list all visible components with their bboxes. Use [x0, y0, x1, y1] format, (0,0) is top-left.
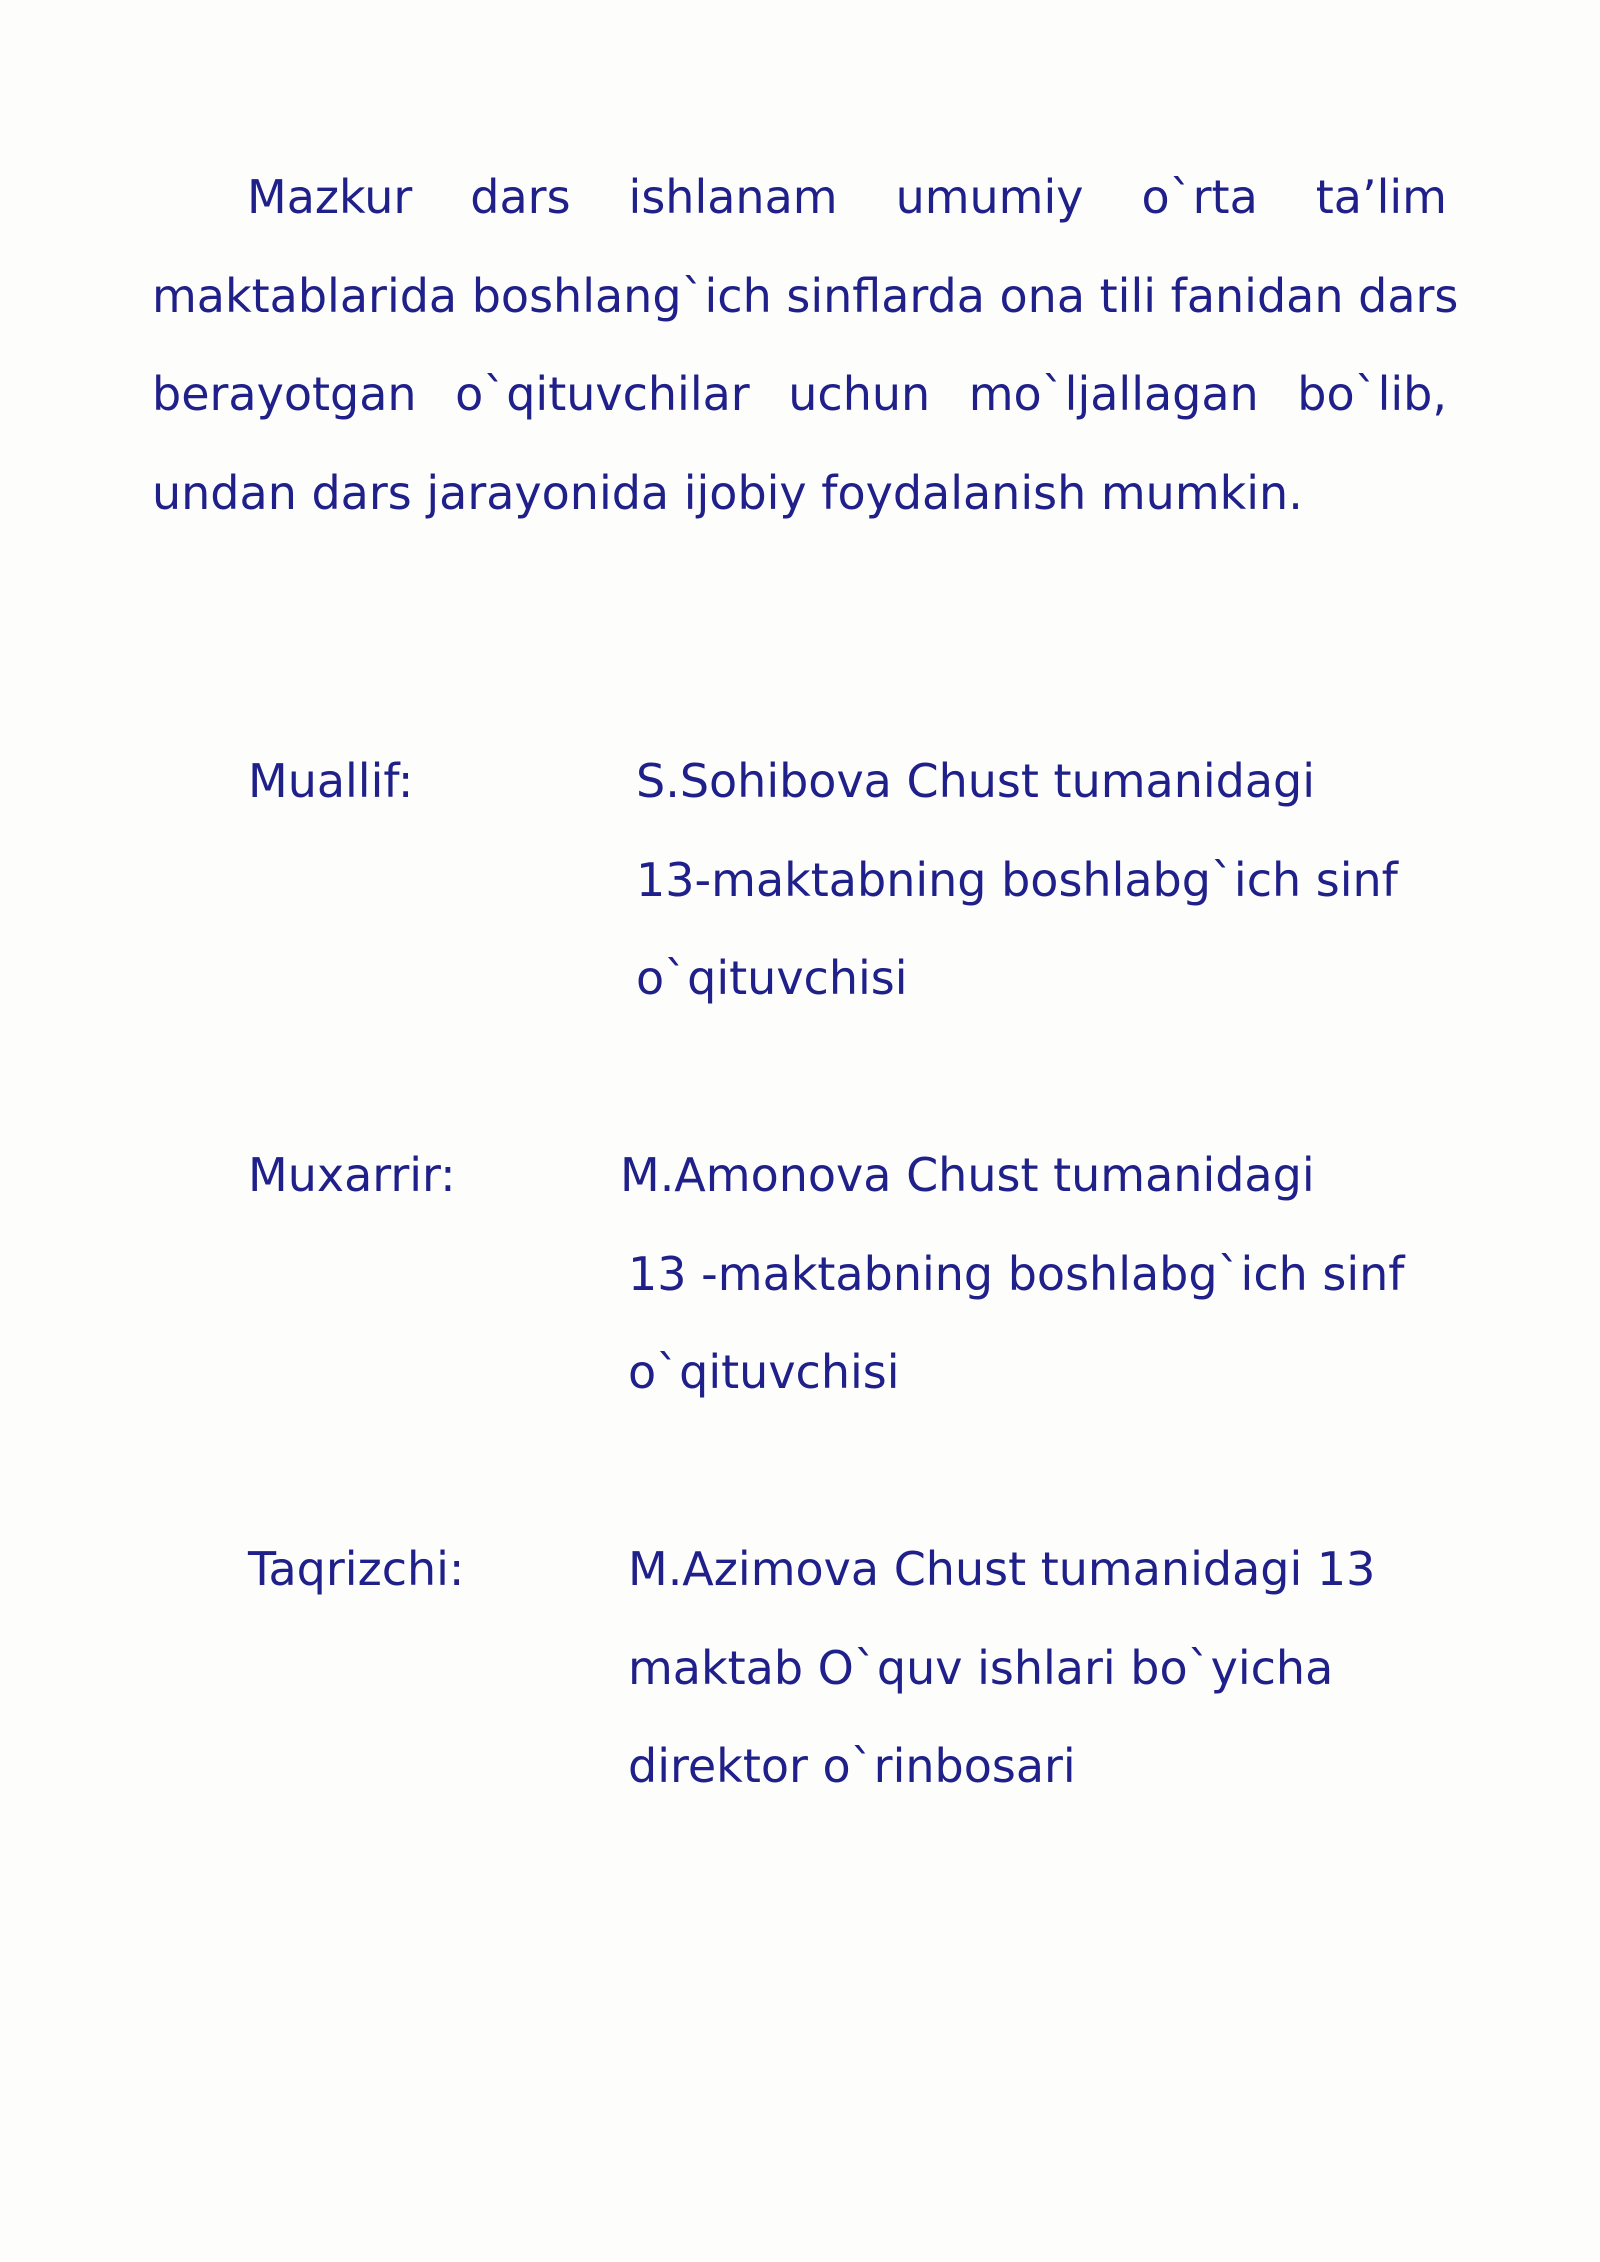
intro-word: ishlanam	[628, 170, 838, 224]
intro-line-3	[152, 345, 1447, 444]
editor-detail-line: M.Amonova Chust tumanidagi	[620, 1148, 1315, 1202]
intro-line-1	[152, 148, 1447, 247]
intro-line-4: undan dars jarayonida ijobiy foydalanish mumkin.	[152, 465, 1303, 520]
editor-details	[620, 1126, 1405, 1422]
intro-word: Mazkur	[247, 170, 413, 224]
intro-word: ta’lim	[1315, 170, 1447, 224]
intro-word: o`qituvchilar	[455, 367, 750, 421]
author-details	[636, 732, 1398, 1028]
intro-word: mo`ljallagan	[968, 367, 1259, 421]
author-detail-line: o`qituvchisi	[636, 951, 908, 1005]
reviewer-detail-line: direktor o`rinbosari	[628, 1739, 1076, 1793]
author-detail-line: 13-maktabning boshlabg`ich sinf	[636, 852, 1398, 907]
intro-word: o`rta	[1141, 170, 1258, 224]
reviewer-detail-line: M.Azimova Chust tumanidagi 13	[628, 1542, 1376, 1596]
intro-line-2: maktablarida boshlang`ich sinflarda ona tili fanidan dars	[152, 268, 1459, 323]
intro-word: bo`lib,	[1297, 367, 1447, 421]
reviewer-details	[628, 1520, 1375, 1816]
intro-paragraph	[152, 148, 1459, 542]
author-role-label: Muallif:	[248, 754, 414, 808]
intro-word: uchun	[788, 367, 931, 421]
intro-word: dars	[470, 170, 571, 224]
editor-detail-line: 13 -maktabning boshlabg`ich sinf	[628, 1246, 1405, 1301]
editor-role-label: Muxarrir:	[248, 1148, 456, 1202]
intro-word: umumiy	[895, 170, 1084, 224]
reviewer-detail-line: maktab O`quv ishlari bo`yicha	[628, 1640, 1334, 1695]
intro-word: berayotgan	[152, 367, 417, 421]
reviewer-role-label: Taqrizchi:	[248, 1542, 465, 1596]
editor-detail-line: o`qituvchisi	[628, 1345, 900, 1399]
author-detail-line: S.Sohibova Chust tumanidagi	[636, 754, 1316, 808]
